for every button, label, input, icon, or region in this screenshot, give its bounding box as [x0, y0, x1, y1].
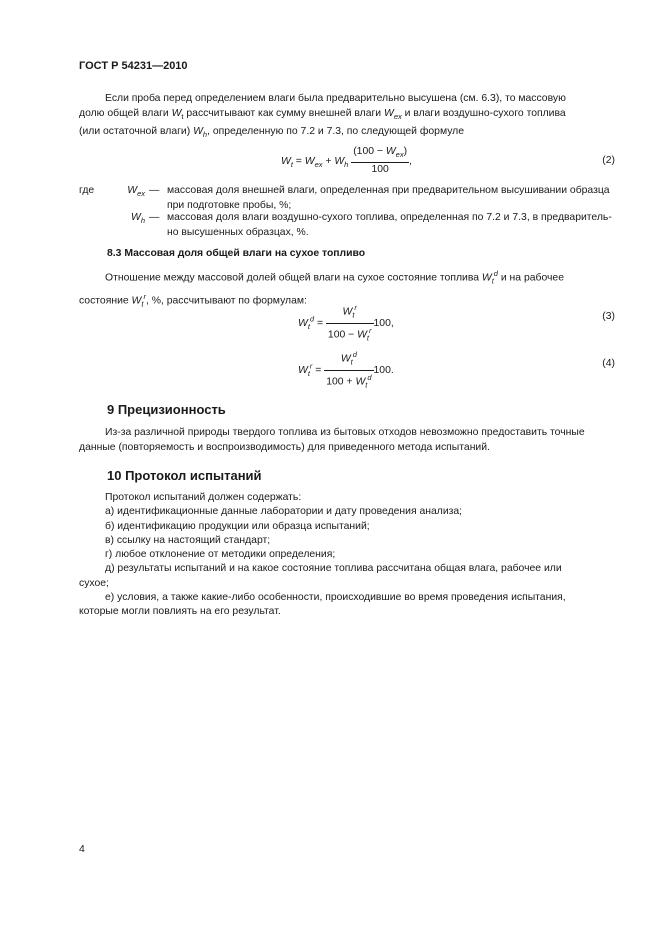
protocol-list	[79, 491, 615, 620]
page-number: 4	[79, 844, 85, 855]
formula-3: $W_t^d$ = $\frac{W_t^r}{100 - W_t^r}$ 100,	[298, 301, 394, 345]
formula-2-fraction: $\frac{(100 - W_{ex})}{100}$	[353, 146, 408, 176]
intro-paragraph	[79, 91, 615, 142]
equation-number-2: (2)	[602, 155, 615, 166]
intro-line-3: (или остаточной влаги) $W_h$, определенную по 7.2 и 7.3, по следующей формуле	[79, 126, 465, 140]
definition-wex: где $W_{ex}$ — массовая доля внешней влаги, определенная при предварительном высушивании образца при подготовке пробы, %;	[79, 185, 610, 211]
definition-wh: $W_h$ — массовая доля влаги воздушно-сухого топлива, определенная по 7.2 и 7.3, в предваритель- но высушенных образцах, %.	[131, 212, 612, 238]
list-item: г) любое отклонение от методики определения;	[105, 549, 336, 561]
section-8-3-paragraph: Отношение между массовой долей общей влаги на сухое состояние топлива $W_t^d$ и на рабочее состояние $W_t^r$, %, рассчитывают по формулам:	[79, 269, 564, 309]
list-item: д) результаты испытаний и на какое состояние топлива рассчитана общая влага, рабочее или	[105, 563, 562, 575]
section-8-3-title: 8.3 Массовая доля общей влаги на сухое топливо	[107, 248, 366, 259]
intro-line-1: Если проба перед определением влаги была предварительно высушена (см. 6.3), то массовую	[105, 93, 566, 104]
section-10-title: 10 Протокол испытаний	[107, 468, 262, 483]
formula-4-fraction: $\frac{W_t^d}{100 + W_t^d}$	[326, 350, 372, 390]
equation-number-3: (3)	[602, 311, 615, 322]
list-item: в) ссылку на настоящий стандарт;	[105, 534, 271, 546]
equation-number-4: (4)	[602, 358, 615, 369]
formula-4: $W_t^r$ = $\frac{W_t^d}{100 + W_t^d}$ 100.	[298, 348, 394, 392]
formula-2: $W_t = W_{ex} + W_h$ $\frac{(100 - W_{ex})}{100}$ ,	[281, 146, 412, 176]
formula-3-fraction: $\frac{W_t^r}{100 - W_t^r}$	[327, 303, 372, 343]
section-9-paragraph: Из-за различной природы твердого топлива из бытовых отходов невозможно предоставить точные данные (повторяемость и воспроизводимость) для приведенного метода испытаний.	[79, 427, 585, 453]
list-item: которые могли повлиять на его результат.	[79, 606, 281, 618]
document-header: ГОСТ Р 54231—2010	[79, 60, 188, 72]
list-item: а) идентификационные данные лаборатории и дату проведения анализа;	[105, 506, 463, 518]
list-item: сухое;	[79, 577, 109, 589]
list-item: е) условия, а также какие-либо особенности, происходившие во время проведения испытания,	[105, 592, 566, 604]
intro-line-2: долю общей влаги $W_t$ рассчитывают как сумму внешней влаги $W_{ex}$ и влаги воздушно-сухого топлива	[79, 108, 566, 122]
section-9-title: 9 Прецизионность	[107, 402, 226, 417]
list-item: Протокол испытаний должен содержать:	[105, 492, 302, 503]
list-item: б) идентификацию продукции или образца испытаний;	[105, 520, 370, 532]
